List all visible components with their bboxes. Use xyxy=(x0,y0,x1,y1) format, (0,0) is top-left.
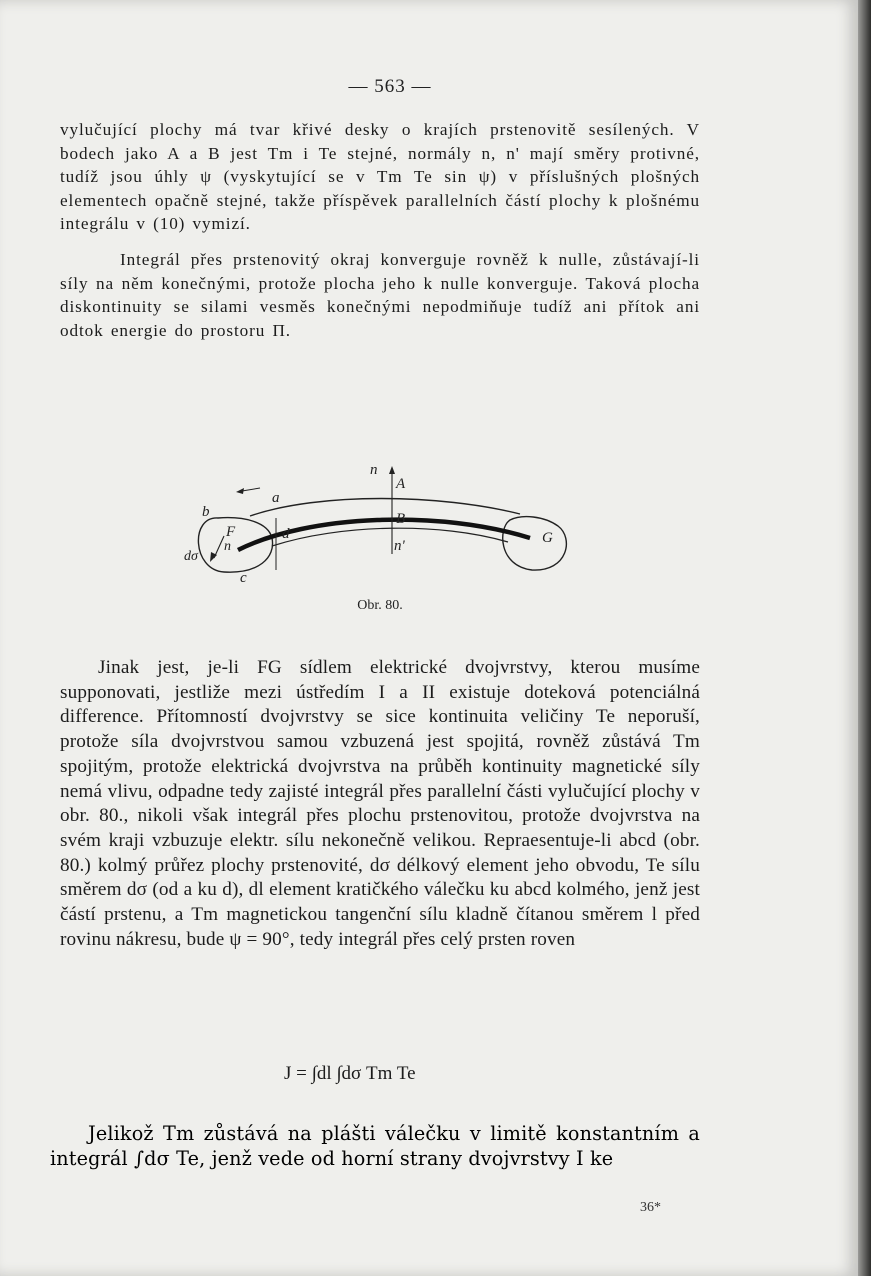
page-edge xyxy=(858,0,871,1276)
signature-mark: 36* xyxy=(640,1200,661,1215)
figure-caption: Obr. 80. xyxy=(357,598,403,613)
a-arrow-head xyxy=(236,488,244,494)
label-b: b xyxy=(202,504,210,520)
lower-surface xyxy=(272,528,508,546)
figure-80 xyxy=(180,458,580,618)
body-text-last xyxy=(50,1122,700,1171)
page-number: — 563 — xyxy=(348,76,432,97)
right-ring xyxy=(503,517,567,570)
label-c: c xyxy=(240,570,247,586)
upper-surface xyxy=(250,499,520,517)
label-dsigma: dσ xyxy=(184,549,198,564)
label-A: A xyxy=(396,476,406,492)
label-d: d xyxy=(282,526,290,542)
paragraph-1: vylučující plochy má tvar křivé desky o krajích prstenovitě sesílených. V bodech jako A a B jest Tm i Te stejné, normály n, n' mají směry protivné, tudíž jsou úhly ψ (vyskytující se v Tm Te sin ψ) v příslušných plošných elementech opačně stejné, takže příspěvek parallelních částí plochy k plošnému integrálu v (10) vymizí. xyxy=(60,120,700,234)
label-G: G xyxy=(542,530,553,546)
paragraph-3: Jinak jest, je-li FG sídlem elektrické dvojvrstvy, kterou musíme supponovati, jestliže mezi ústředím I a II existuje doteková potenciálná difference. Přítomností dvojvrstvy se sice kontinuita veličiny Te neporuší, protože síla dvojvrstvou samou vzbuzená jest spojitá, rovněž zůstává Tm spojitým, protože elektrická dvojvrstva na průběh kontinuity magnetické síly nemá vlivu, odpadne tedy zajisté integrál přes parallelní části vylučující plochy v obr. 80., nikoli však integrál přes plochu prstenovitou, protože dvojvrstva na svém kraji vzbuzuje elektr. sílu nekonečně velikou. Repraesentuje-li abcd (obr. 80.) kolmý průřez plochy prstenovité, dσ délkový element jeho obvodu, Te sílu směrem dσ (od a ku d), dl element kratičkého válečku ku abcd kolmého, jenž jest částí prstenu, a Tm magnetickou tangenční sílu kladně čítanou směrem l před rovinu nákresu, bude ψ = 90°, tedy integrál přes celý prsten roven xyxy=(60,657,700,950)
body-text xyxy=(60,118,700,342)
label-B: B xyxy=(396,511,406,527)
body-text-lower xyxy=(60,612,700,952)
label-n-prime: n' xyxy=(394,538,405,554)
label-n-small: n xyxy=(224,539,231,554)
normal-arrow xyxy=(389,466,395,474)
label-n: n xyxy=(370,462,378,478)
label-F: F xyxy=(226,524,236,540)
left-ring xyxy=(198,518,272,573)
a-arrow-line xyxy=(242,488,260,491)
paragraph-4: Jelikož Tm zůstává na plášti válečku v limitě konstantním a integrál ∫dσ Te, jenž vede od horní strany dvojvrstvy I ke xyxy=(50,1122,700,1170)
formula-J: J = ∫dl ∫dσ Tm Te xyxy=(284,1063,416,1084)
paragraph-2: Integrál přes prstenovitý okraj konverguje rovněž k nulle, zůstávají-li síly na něm konečnými, protože plocha jeho k nulle konverguje. Taková plocha diskontinuity se silami vesměs konečnými nepodmiňuje tudíž ani přítok ani odtok energie do prostoru Π. xyxy=(60,249,700,340)
label-a: a xyxy=(272,490,280,506)
